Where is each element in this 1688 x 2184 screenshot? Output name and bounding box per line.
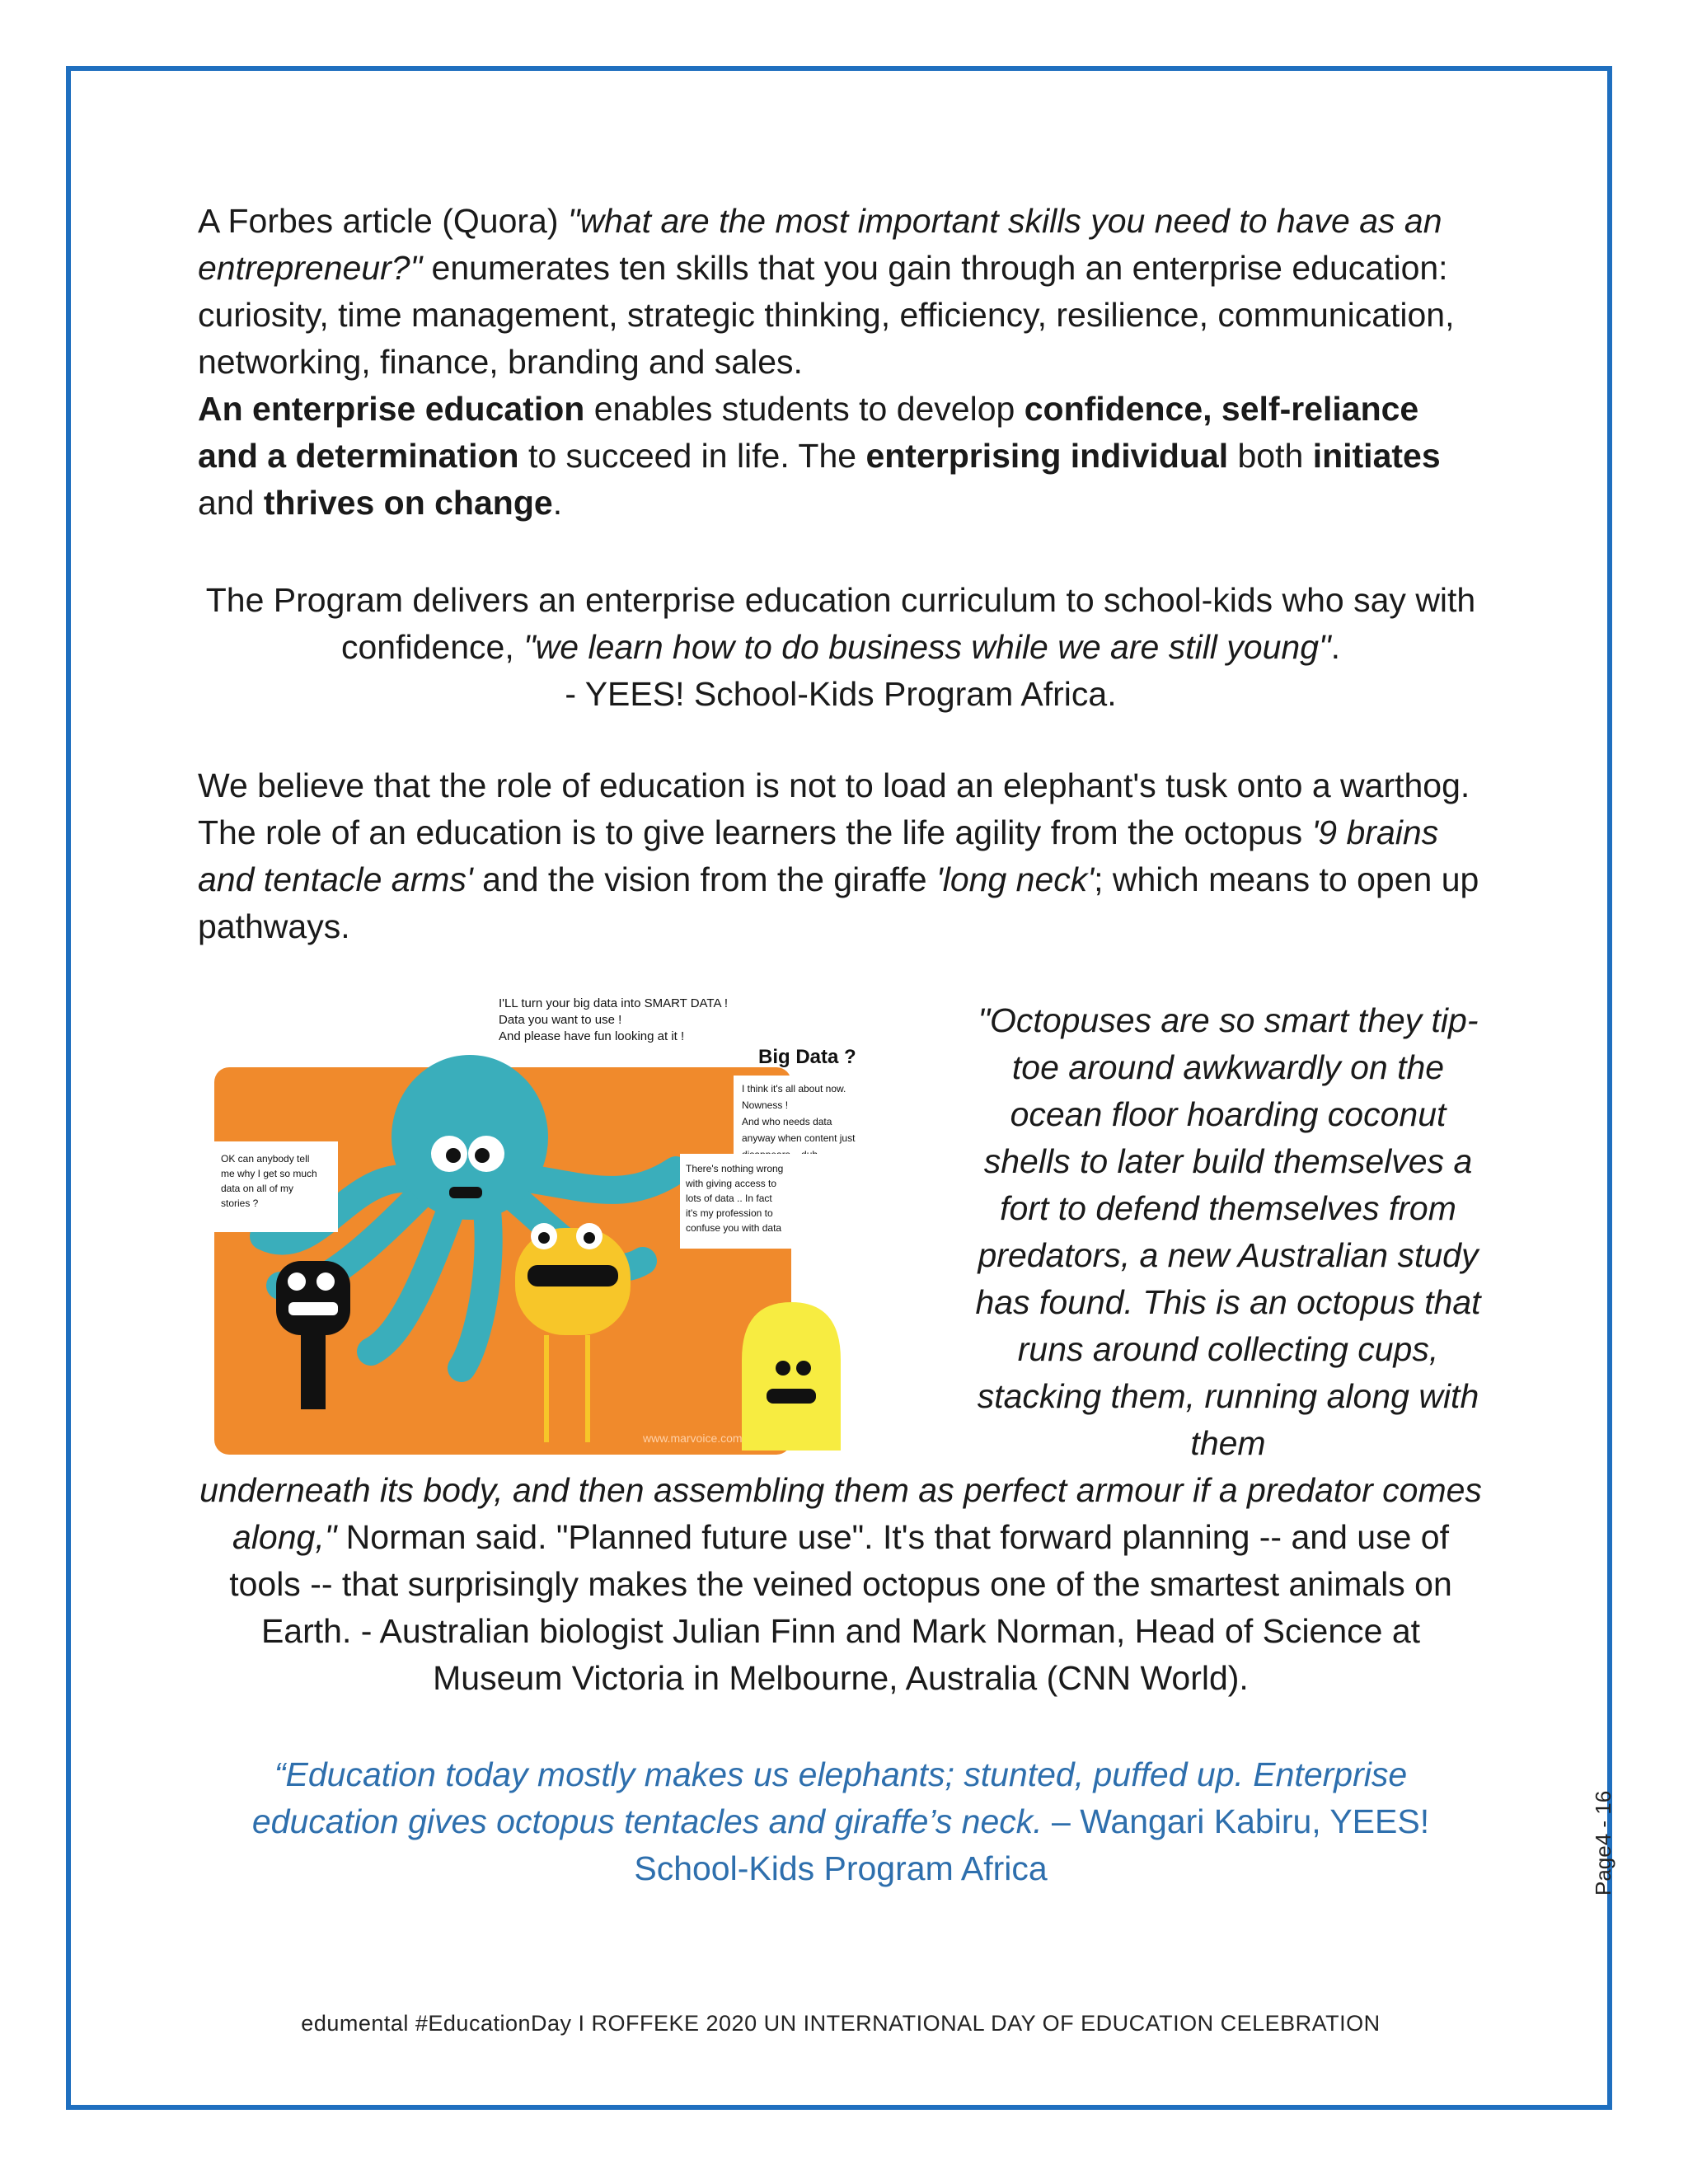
text-span: and the vision from the giraffe [472, 860, 936, 898]
bubble-line: OK can anybody tell [221, 1153, 310, 1165]
big-data-cartoon-illustration [214, 989, 931, 1459]
speech-bubble-left [214, 1141, 338, 1232]
illustration-watermark: www.marvoice.com [643, 1432, 743, 1445]
bubble-line: data on all of my [221, 1183, 294, 1194]
italic-span: underneath its body, and then assembling them as perfect armour if a predator comes along," [199, 1471, 1482, 1556]
kabiru-quote [198, 1751, 1484, 1892]
page-footer: edumental #EducationDay I ROFFEKE 2020 UN INTERNATIONAL DAY OF EDUCATION CELEBRATION [301, 2011, 1381, 2036]
bubble-line: And please have fun looking at it ! [499, 1029, 685, 1043]
intro-paragraph [198, 198, 1484, 527]
bubble-line: with giving access to [686, 1178, 777, 1189]
bubble-line: stories ? [221, 1197, 259, 1209]
italic-span: "we learn how to do business while we are still young" [523, 628, 1331, 666]
bubble-line: it's my profession to [686, 1207, 773, 1219]
italic-span: "what are the most important skills you need to have as an entrepreneur?" [198, 202, 1442, 287]
bold-span: initiates [1312, 437, 1441, 475]
text-span: A Forbes article (Quora) [198, 202, 568, 240]
bubble-line: I'LL turn your big data into SMART DATA ! [499, 996, 728, 1010]
bold-span: An enterprise education [198, 390, 585, 428]
bubble-line: me why I get so much [221, 1168, 317, 1179]
bubble-line: I think it's all about now. [742, 1083, 846, 1094]
text-span: We believe that the role of education is not to load an elephant's tusk onto a warthog. The role of an education is to give learners the life agility from the octopus [198, 766, 1470, 851]
program-paragraph [198, 577, 1484, 718]
octopus-quote-right-column: "Octopuses are so smart they tip-toe around awkwardly on the ocean floor hoarding coconut shells to later build themselves a fort to defend themselves from predators, a new Australian study has found. This is an octopus that runs around collecting cups, stacking them, running along with them [975, 1001, 1481, 1462]
program-statement [198, 577, 1484, 671]
bubble-line: Data you want to use ! [499, 1013, 622, 1027]
bubble-line: And who needs data [742, 1116, 832, 1127]
bubble-line: confuse you with data [686, 1222, 782, 1234]
bold-span: thrives on change [263, 484, 553, 522]
page-number: Page4 - 16 [1591, 1790, 1615, 1896]
text-span: both [1228, 437, 1313, 475]
big-data-title: Big Data ? [758, 1046, 856, 1068]
speech-bubble-octopus [499, 996, 728, 1043]
text-span: . [1330, 628, 1340, 666]
text-span: . [552, 484, 563, 522]
speech-bubble-middle [680, 1154, 828, 1249]
italic-span: '9 brains and tentacle arms' [198, 813, 1439, 898]
enterprise-paragraph [198, 386, 1484, 527]
text-span: ; which means to open up pathways. [198, 860, 1479, 945]
text-span: to succeed in life. The [518, 437, 866, 475]
italic-span: “Education today mostly makes us elephants; stunted, puffed up. Enterprise education gives octopus tentacles and giraffe’s neck. [251, 1755, 1408, 1840]
text-span: and [198, 484, 264, 522]
text-span: enumerates ten skills that you gain through an enterprise education: curiosity, time management, strategic thinking, efficiency, resilience, communication, networking, finance, branding and sales. [198, 249, 1455, 381]
bold-span: enterprising individual [865, 437, 1229, 475]
bubble-line: lots of data .. In fact [686, 1193, 772, 1204]
octopus-quote-continuation [198, 1467, 1484, 1702]
italic-span: 'long neck' [935, 860, 1095, 898]
text-span: Norman said. "Planned future use". It's that forward planning -- and use of tools -- that surprisingly makes the veined octopus one of the smartest animals on Earth. - Australian biologist Julian Finn and Mark Norman, Head of Science at Museum Victoria in Melbourne, Australia (CNN World). [229, 1518, 1452, 1697]
program-attribution: - YEES! School-Kids Program Africa. [565, 675, 1117, 713]
bubble-line: anyway when content just [742, 1132, 856, 1144]
bold-span: confidence, self-reliance and a determination [198, 390, 1419, 475]
text-span: The Program delivers an enterprise education curriculum to school-kids who say with confidence, [205, 581, 1476, 666]
text-span: enables students to develop [584, 390, 1025, 428]
ghost-character [742, 1302, 841, 1451]
bubble-line: Nowness ! [742, 1099, 789, 1111]
bubble-line: There's nothing wrong [686, 1163, 784, 1174]
belief-text [198, 762, 1484, 950]
belief-paragraph [198, 762, 1484, 950]
text-span: – Wangari Kabiru, YEES! School-Kids Program Africa [634, 1802, 1430, 1887]
forbes-paragraph [198, 198, 1484, 386]
